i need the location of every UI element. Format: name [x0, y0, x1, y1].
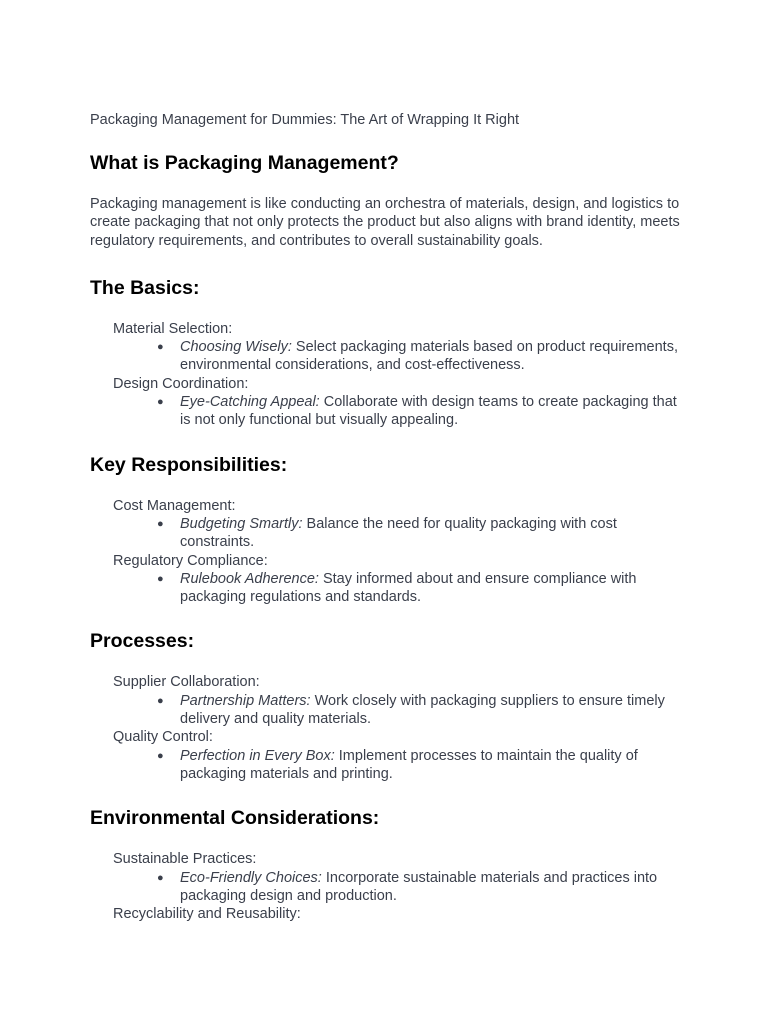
- bullet-icon: ●: [157, 572, 164, 585]
- bullet-icon: ●: [157, 871, 164, 884]
- bullet-list: [90, 515, 680, 552]
- bullet-text: Incorporate sustainable materials and practices into packaging design and production.: [180, 869, 658, 904]
- section-heading: The Basics:: [90, 276, 200, 299]
- bullet-text: Select packaging materials based on product requirements, environmental considerations, and cost-effectiveness.: [180, 339, 678, 374]
- list-item: [157, 393, 680, 430]
- bullet-list: [90, 869, 680, 906]
- group-label: Supplier Collaboration:: [113, 674, 260, 691]
- list-item: [157, 869, 680, 906]
- bullet-icon: ●: [157, 694, 164, 707]
- section: [90, 453, 680, 607]
- intro-heading: What is Packaging Management?: [90, 152, 399, 174]
- sections-container: [90, 276, 680, 924]
- list-item: [157, 692, 680, 729]
- bullet-text: Stay informed about and ensure compliance with packaging regulations and standards.: [180, 570, 637, 606]
- list-item: [157, 570, 680, 607]
- bullet-text: Balance the need for quality packaging with cost constraints.: [180, 515, 617, 551]
- bullet-title: Budgeting Smartly:: [180, 515, 303, 532]
- bullet-title: Eye-Catching Appeal:: [180, 394, 320, 411]
- group-label: Design Coordination:: [113, 375, 249, 392]
- intro-paragraph: Packaging management is like conducting an orchestra of materials, design, and logistics to create packaging that not only protects the product but also aligns with brand identity, meets regulatory requirements, and contributes to overall sustainability goals.: [90, 196, 680, 249]
- bullet-title: Eco-Friendly Choices:: [180, 869, 322, 886]
- group-label: Sustainable Practices:: [113, 851, 257, 868]
- group-label: Recyclability and Reusability:: [113, 906, 301, 923]
- bullet-list: [90, 570, 680, 607]
- bullet-title: Partnership Matters:: [180, 692, 311, 709]
- document-title: Packaging Management for Dummies: The Art of Wrapping It Right: [90, 112, 520, 128]
- group-label: Regulatory Compliance:: [113, 552, 268, 569]
- list-item: [157, 338, 680, 375]
- bullet-list: [90, 338, 680, 375]
- bullet-text: Implement processes to maintain the quality of packaging materials and printing.: [180, 747, 638, 782]
- bullet-title: Perfection in Every Box:: [180, 747, 335, 764]
- list-item: [157, 515, 680, 552]
- section: [90, 276, 680, 430]
- bullet-list: [90, 747, 680, 784]
- bullet-icon: ●: [157, 517, 164, 530]
- bullet-icon: ●: [157, 341, 164, 354]
- group-label: Quality Control:: [113, 729, 213, 746]
- bullet-text: Collaborate with design teams to create packaging that is not only functional but visually appealing.: [180, 394, 677, 429]
- bullet-icon: ●: [157, 396, 164, 409]
- document-page: [90, 111, 680, 946]
- bullet-title: Rulebook Adherence:: [180, 570, 319, 587]
- section: [90, 629, 680, 783]
- bullet-icon: ●: [157, 749, 164, 762]
- section-heading: Key Responsibilities:: [90, 453, 288, 476]
- group-label: Material Selection:: [113, 320, 233, 337]
- bullet-text: Work closely with packaging suppliers to ensure timely delivery and quality materials.: [180, 692, 665, 728]
- list-item: [157, 747, 680, 784]
- group-label: Cost Management:: [113, 497, 236, 514]
- bullet-list: [90, 393, 680, 430]
- section: [90, 806, 680, 923]
- bullet-list: [90, 692, 680, 729]
- section-heading: Processes:: [90, 630, 195, 653]
- section-heading: Environmental Considerations:: [90, 807, 380, 830]
- bullet-title: Choosing Wisely:: [180, 339, 292, 356]
